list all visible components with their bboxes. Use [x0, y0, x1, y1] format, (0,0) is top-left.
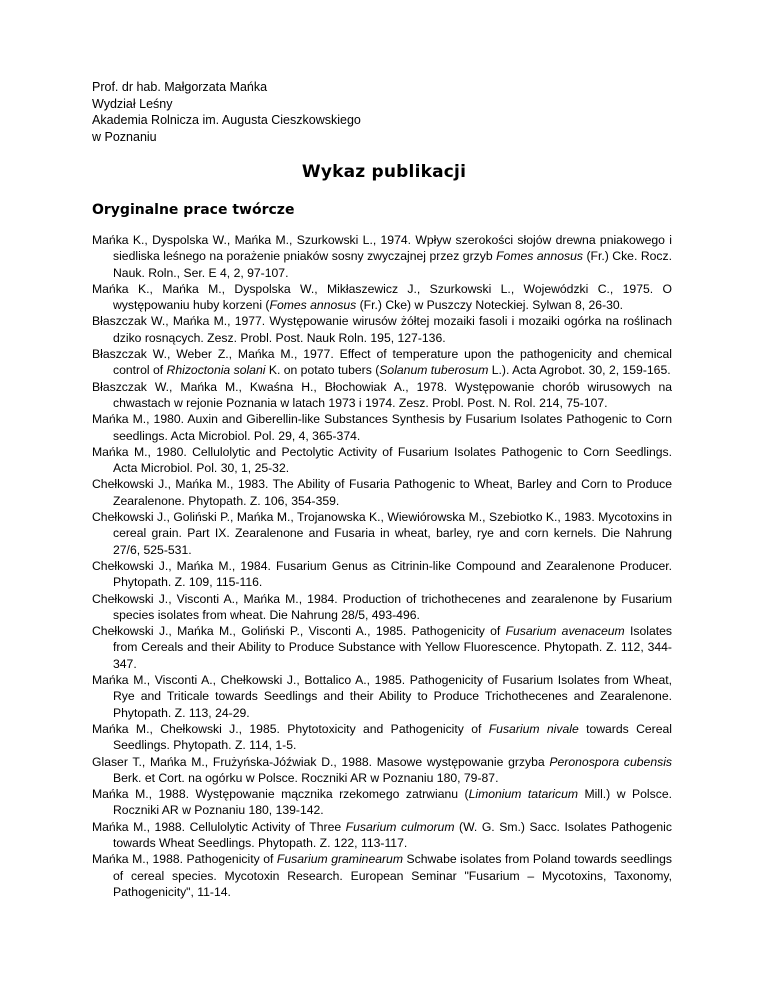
- ref-text: Schwabe isolates from Poland towards seedlings of cereal species. Mycotoxin Research. European Seminar "Fusarium – Mycotoxins, Taxonomy, Pathogenicity", 11-14.: [113, 852, 672, 899]
- ref-text: towards Cereal Seedlings. Phytopath. Z. 114, 1-5.: [113, 721, 672, 753]
- ref-text: K. on potato tubers (: [265, 363, 380, 378]
- ref-text: Mańka M., 1988. Występowanie mącznika rzekomego zatrwianu (: [92, 787, 469, 802]
- ref-species: Fusarium graminearum: [276, 852, 403, 867]
- reference-item: [92, 754, 672, 787]
- ref-species: Peronospora cubensis: [549, 754, 672, 769]
- reference-item: [92, 672, 672, 721]
- ref-text: Mańka K., Dyspolska W., Mańka M., Szurkowski L., 1974. Wpływ szerokości słojów drewna pniakowego i siedliska leśnego na porażenie pniaków sosny zwyczajnej przez grzyb: [92, 233, 672, 264]
- ref-text: Chełkowski J., Mańka M., Goliński P., Visconti A., 1985. Pathogenicity of: [92, 624, 506, 639]
- reference-item: [92, 313, 672, 346]
- ref-species: Fomes annosus: [269, 298, 357, 313]
- reference-item: [92, 786, 672, 819]
- reference-item: [92, 851, 672, 900]
- ref-text: L.). Acta Agrobot. 30, 2, 159-165.: [488, 363, 671, 378]
- reference-item: [92, 411, 672, 444]
- ref-text: (W. G. Sm.) Sacc. Isolates Pathogenic towards Wheat Seedlings. Phytopath. Z. 122, 113-117.: [113, 819, 672, 850]
- ref-species: Fusarium culmorum: [345, 819, 455, 834]
- ref-text: Mańka M., Visconti A., Chełkowski J., Bottalico A., 1985. Pathogenicity of Fusarium Isolates from Wheat, Rye and Triticale towards Seedlings and their Ability to Produce Trichothecenes and Zearalenone. Phytopath. Z. 113, 24-29.: [92, 673, 672, 720]
- faculty-name: Wydział Leśny: [92, 96, 173, 111]
- university-name: Akademia Rolnicza im. Augusta Cieszkowskiego: [92, 113, 361, 127]
- ref-text: Berk. et Cort. na ogórku w Polsce. Roczniki AR w Poznaniu 180, 79-87.: [113, 770, 499, 785]
- author-header: [92, 79, 361, 145]
- ref-species: Fusarium avenaceum: [505, 624, 625, 639]
- ref-text: Błaszczak W., Mańka M., Kwaśna H., Błochowiak A., 1978. Występowanie chorób wirusowych na chwastach w rejonie Poznania w latach 1973 i 1974. Zesz. Probl. Post. N. Rol. 214, 75-107.: [92, 379, 672, 410]
- ref-species: Rhizoctonia solani: [166, 363, 266, 378]
- reference-item: [92, 558, 672, 591]
- ref-species: Solanum tuberosum: [379, 363, 489, 378]
- reference-item: [92, 444, 672, 477]
- page-title: Wykaz publikacji: [301, 162, 467, 182]
- ref-text: Chełkowski J., Mańka M., 1984. Fusarium Genus as Citrinin-like Compound and Zearalenone Producer. Phytopath. Z. 109, 115-116.: [92, 558, 672, 590]
- reference-item: [92, 232, 672, 281]
- ref-text: Błaszczak W., Mańka M., 1977. Występowanie wirusów żółtej mozaiki fasoli i mozaiki ogórka na roślinach dziko rosnących. Zesz. Probl. Post. Nauk Roln. 195, 127-136.: [92, 314, 672, 345]
- ref-species: Fomes annosus: [496, 249, 583, 264]
- reference-item: [92, 379, 672, 412]
- ref-text: Mańka M., 1988. Pathogenicity of: [92, 852, 277, 867]
- ref-text: Mańka M., 1980. Auxin and Giberellin-like Substances Synthesis by Fusarium Isolates Pathogenic to Corn seedlings. Acta Microbiol. Pol. 29, 4, 365-374.: [92, 412, 672, 443]
- reference-item: [92, 721, 672, 754]
- reference-item: [92, 623, 672, 672]
- reference-list: [92, 232, 672, 900]
- reference-item: [92, 281, 672, 314]
- ref-text: Mańka K., Mańka M., Dyspolska W., Mikłaszewicz J., Szurkowski L., Wojewódzki C., 1975. O występowaniu huby korzeni (: [92, 281, 672, 313]
- ref-species: Fusarium nivale: [488, 721, 579, 736]
- reference-item: [92, 476, 672, 509]
- author-name: Prof. dr hab. Małgorzata Mańka: [92, 80, 268, 94]
- ref-text: Mańka M., Chełkowski J., 1985. Phytotoxicity and Pathogenicity of: [92, 721, 489, 736]
- reference-item: [92, 509, 672, 558]
- ref-text: Mańka M., 1988. Cellulolytic Activity of Three: [92, 819, 346, 834]
- ref-text: Isolates from Cereals and their Ability to Produce Substance with Yellow Fluorescence. Phytopath. Z. 112, 344-347.: [113, 624, 672, 671]
- ref-text: Glaser T., Mańka M., Frużyńska-Jóźwiak D., 1988. Masowe występowanie grzyba: [92, 754, 550, 769]
- ref-text: Chełkowski J., Goliński P., Mańka M., Trojanowska K., Wiewiórowska M., Szebiotko K., 1983. Mycotoxins in cereal grain. Part IX. Zearalenone and Fusaria in wheat, barley, rye and corn kernels. Die Nahrung 27/6, 525-531.: [92, 510, 672, 557]
- ref-text: (Fr.) Cke. Rocz. Nauk. Roln., Ser. E 4, 2, 97-107.: [113, 249, 672, 280]
- reference-item: [92, 346, 672, 379]
- reference-item: [92, 819, 672, 852]
- reference-item: [92, 591, 672, 624]
- ref-text: Mańka M., 1980. Cellulolytic and Pectolytic Activity of Fusarium Isolates Pathogenic to Corn Seedlings. Acta Microbiol. Pol. 30, 1, 25-32.: [92, 444, 672, 476]
- ref-species: Limonium tataricum: [468, 787, 579, 802]
- ref-text: (Fr.) Cke) w Puszczy Noteckiej. Sylwan 8, 26-30.: [356, 298, 624, 313]
- section-title: Oryginalne prace twórcze: [92, 202, 295, 218]
- ref-text: Mill.) w Polsce. Roczniki AR w Poznaniu 180, 139-142.: [113, 787, 672, 818]
- ref-text: Błaszczak W., Weber Z., Mańka M., 1977. Effect of temperature upon the pathogenicity and chemical control of: [92, 347, 672, 378]
- city-name: w Poznaniu: [92, 129, 157, 144]
- ref-text: Chełkowski J., Visconti A., Mańka M., 1984. Production of trichothecenes and zearalenone by Fusarium species isolates from wheat. Die Nahrung 28/5, 493-496.: [92, 591, 672, 622]
- ref-text: Chełkowski J., Mańka M., 1983. The Ability of Fusaria Pathogenic to Wheat, Barley and Corn to Produce Zearalenone. Phytopath. Z. 106, 354-359.: [92, 477, 672, 508]
